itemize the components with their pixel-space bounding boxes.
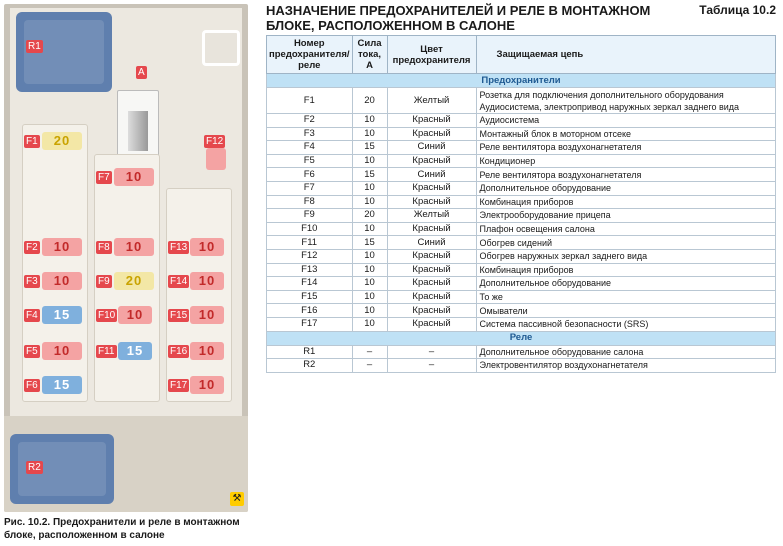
cell-circuit: Реле вентилятора воздухонагнетателя [476, 141, 775, 155]
cell-current: 10 [352, 277, 387, 291]
header-current: Сила тока, А [352, 36, 387, 74]
cell-number: R2 [267, 359, 353, 373]
fuse-label-f9: F9 [98, 276, 110, 287]
table-row [267, 141, 776, 155]
table-header-row [267, 36, 776, 74]
table-title: НАЗНАЧЕНИЕ ПРЕДОХРАНИТЕЛЕЙ И РЕЛЕ В МОНТАЖНОМ БЛОКЕ, РАСПОЛОЖЕННОМ В САЛОНЕ [266, 3, 651, 33]
cell-circuit: Омыватели [476, 304, 775, 318]
cell-circuit: Электровентилятор воздухонагнетателя [476, 359, 775, 373]
cell-number: F2 [267, 114, 353, 128]
cell-color: Красный [387, 290, 476, 304]
cell-number: F7 [267, 181, 353, 195]
table-row [267, 154, 776, 168]
cell-number: F9 [267, 209, 353, 223]
table-number: Таблица 10.2 [699, 3, 776, 17]
cell-circuit: Аудиосистема [476, 114, 775, 128]
fuse-label-f14: F14 [170, 276, 188, 287]
cell-circuit: Кондиционер [476, 154, 775, 168]
fuse-column-right [166, 188, 232, 402]
cell-number: F16 [267, 304, 353, 318]
cell-current: 20 [352, 209, 387, 223]
cell-color: Красный [387, 154, 476, 168]
header-circuit: Защищаемая цепь [476, 36, 775, 74]
table-row [267, 236, 776, 250]
cell-color: – [387, 345, 476, 359]
fuse-f14: 10 [190, 272, 224, 290]
cell-color: Синий [387, 168, 476, 182]
cell-number: F8 [267, 195, 353, 209]
cell-current: – [352, 359, 387, 373]
cell-current: 10 [352, 263, 387, 277]
cell-current: – [352, 345, 387, 359]
cell-current: 10 [352, 154, 387, 168]
cell-current: 20 [352, 88, 387, 114]
cell-number: F5 [267, 154, 353, 168]
fuse-label-f3: F3 [26, 276, 38, 287]
cell-current: 10 [352, 127, 387, 141]
fuse-f3: 10 [42, 272, 82, 290]
cell-circuit: Монтажный блок в моторном отсеке [476, 127, 775, 141]
cell-circuit: Реле вентилятора воздухонагнетателя [476, 168, 775, 182]
cell-current: 15 [352, 141, 387, 155]
section-relays-label: Реле [267, 331, 776, 345]
cell-circuit: То же [476, 290, 775, 304]
cell-circuit: Дополнительное оборудование [476, 277, 775, 291]
cell-color: Красный [387, 249, 476, 263]
cell-number: F12 [267, 249, 353, 263]
section-fuses-label: Предохранители [267, 74, 776, 88]
fuse-label-f16: F16 [170, 346, 188, 357]
fuse-f4: 15 [42, 306, 82, 324]
fuse-f8: 10 [114, 238, 154, 256]
fuse-label-f17: F17 [170, 380, 188, 391]
fuse-label-f10: F10 [98, 310, 116, 321]
cell-number: R1 [267, 345, 353, 359]
cell-color: Красный [387, 195, 476, 209]
cell-circuit: Система пассивной безопасности (SRS) [476, 317, 775, 331]
table-row [267, 88, 776, 114]
cell-current: 10 [352, 304, 387, 318]
relay-a [117, 90, 159, 158]
table-row [267, 249, 776, 263]
cell-number: F3 [267, 127, 353, 141]
header-color: Цвет предохранителя [387, 36, 476, 74]
fuse-block-photo [4, 4, 248, 512]
table-row [267, 222, 776, 236]
cell-current: 10 [352, 181, 387, 195]
fuse-f2: 10 [42, 238, 82, 256]
fuse-f6: 15 [42, 376, 82, 394]
cell-color: – [387, 359, 476, 373]
cell-number: F4 [267, 141, 353, 155]
fuse-f12 [206, 148, 226, 170]
cell-current: 10 [352, 290, 387, 304]
fuse-label-f12: F12 [206, 136, 224, 147]
cell-current: 10 [352, 114, 387, 128]
cell-circuit: Комбинация приборов [476, 263, 775, 277]
fuse-f11: 15 [118, 342, 152, 360]
fuse-label-f1: F1 [26, 136, 38, 147]
table-row [267, 114, 776, 128]
cell-color: Синий [387, 141, 476, 155]
fuse-label-f5: F5 [26, 346, 38, 357]
cell-circuit: Плафон освещения салона [476, 222, 775, 236]
cell-current: 10 [352, 249, 387, 263]
table-row [267, 290, 776, 304]
fuse-f7: 10 [114, 168, 154, 186]
cell-color: Красный [387, 263, 476, 277]
cell-number: F14 [267, 277, 353, 291]
header-number: Номер предохранителя/ реле [267, 36, 353, 74]
fuse-column-left [22, 124, 88, 402]
fuse-label-f15: F15 [170, 310, 188, 321]
fuse-label-f2: F2 [26, 242, 38, 253]
relay-r1-label: R1 [28, 41, 41, 52]
cell-circuit: Розетка для подключения дополнительного оборудования Аудиосистема, электропривод наружных зеркал заднего вида [476, 88, 775, 114]
cell-color: Красный [387, 277, 476, 291]
table-row [267, 168, 776, 182]
section-row-fuses [267, 74, 776, 88]
cell-number: F15 [267, 290, 353, 304]
latch-clip [202, 30, 240, 66]
cell-number: F1 [267, 88, 353, 114]
table-body [267, 74, 776, 373]
cell-color: Красный [387, 222, 476, 236]
cell-number: F17 [267, 317, 353, 331]
fuse-f15: 10 [190, 306, 224, 324]
fuse-f17: 10 [190, 376, 224, 394]
fuse-f9: 20 [114, 272, 154, 290]
cell-color: Красный [387, 317, 476, 331]
table-row [267, 263, 776, 277]
cell-current: 10 [352, 317, 387, 331]
table-row [267, 127, 776, 141]
fuse-f5: 10 [42, 342, 82, 360]
cell-circuit: Дополнительное оборудование салона [476, 345, 775, 359]
cell-color: Красный [387, 114, 476, 128]
cell-color: Красный [387, 304, 476, 318]
fuse-label-f4: F4 [26, 310, 38, 321]
cell-color: Желтый [387, 88, 476, 114]
section-row-relays [267, 331, 776, 345]
cell-number: F6 [267, 168, 353, 182]
cell-color: Красный [387, 127, 476, 141]
table-row [267, 304, 776, 318]
relay-a-label: A [138, 67, 145, 78]
cell-circuit: Комбинация приборов [476, 195, 775, 209]
table-row [267, 277, 776, 291]
cell-current: 15 [352, 236, 387, 250]
cell-circuit: Обогрев наружных зеркал заднего вида [476, 249, 775, 263]
cell-number: F10 [267, 222, 353, 236]
fuse-label-f13: F13 [170, 242, 188, 253]
table-row [267, 345, 776, 359]
fuse-f10: 10 [118, 306, 152, 324]
cell-number: F13 [267, 263, 353, 277]
fuse-f1: 20 [42, 132, 82, 150]
fuse-label-f7: F7 [98, 172, 110, 183]
cell-circuit: Дополнительное оборудование [476, 181, 775, 195]
fuse-label-f8: F8 [98, 242, 110, 253]
cell-color: Желтый [387, 209, 476, 223]
cell-current: 10 [352, 222, 387, 236]
fuse-f16: 10 [190, 342, 224, 360]
fuse-puller-icon: ⚒ [230, 492, 244, 506]
cell-color: Красный [387, 181, 476, 195]
fuse-label-f11: F11 [98, 346, 115, 357]
cell-current: 15 [352, 168, 387, 182]
figure-caption: Рис. 10.2. Предохранители и реле в монтажном блоке, расположенном в салоне [4, 517, 240, 541]
table-row [267, 195, 776, 209]
fuse-relay-table [266, 35, 776, 373]
fuse-f13: 10 [190, 238, 224, 256]
table-row [267, 317, 776, 331]
cell-color: Синий [387, 236, 476, 250]
relay-r2-label: R2 [28, 462, 41, 473]
cell-circuit: Электрооборудование прицепа [476, 209, 775, 223]
table-row [267, 181, 776, 195]
fuse-label-f6: F6 [26, 380, 38, 391]
cell-number: F11 [267, 236, 353, 250]
cell-circuit: Обогрев сидений [476, 236, 775, 250]
table-row [267, 359, 776, 373]
table-row [267, 209, 776, 223]
cell-current: 10 [352, 195, 387, 209]
